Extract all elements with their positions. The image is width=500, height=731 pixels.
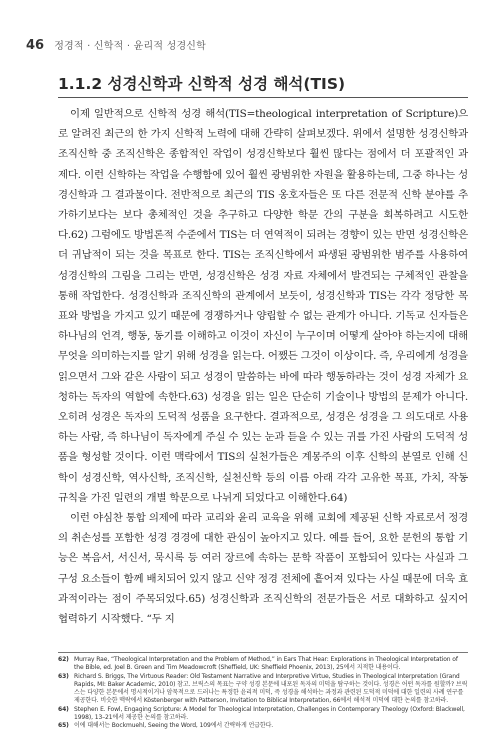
footnote <box>58 673 468 706</box>
footnote-text: Stephen E. Fowl, Engaging Scripture: A Model for Theological Interpretation, Challenges in Contemporary Theology (Oxford: Blackwell, 1998), 13–21에서 제공한 논의를 참고하라. <box>74 705 465 721</box>
section-heading: 1.1.2 성경신학과 신학적 성경 해석(TIS) <box>58 75 346 93</box>
footnote <box>58 722 468 730</box>
footnote-number: 62) <box>58 656 69 663</box>
footnote-divider <box>58 652 468 653</box>
paragraph: 이런 야심찬 통합 의제에 따라 교리와 윤리 교육을 위해 교회에 제공된 신학 자료로서 정경의 취손성를 포함한 성경 경경에 대한 관심이 높아지고 있다. 예를 들어, 요한 문헌의 통합 기능은 복음서, 서신서, 묵시록 등 여러 장르에 속하는 문학 작품이 포함되어 있다는 사실과 그 구성 요소들이 함께 배치되어 있지 않고 신약 정경 전체에 흩어져 있다는 사실 때문에 더욱 효과적이라는 점이 주목되었다.65) 성경신학과 조직신학의 전문가들은 서로 대화하고 싶지어 협력하기 시작했다. “두 지 <box>58 512 468 626</box>
footnote-number: 64) <box>58 705 69 713</box>
paragraph: 이제 일반적으로 신학적 성경 해석(TIS=theological interpretation of Scripture)으로 알려진 최근의 한 가지 신학적 노력에 대해 간략히 살펴보겠다. 위에서 설명한 성경신학과 조직신학 중 조직신학은 종합적인 작업이 성경신학보다 훨씬 많다는 점에서 더 포괄적인 과제다. 이런 신학하는 작업을 수행함에 있어 훨씬 광범위한 자원을 활용하는데, 그중 하나는 성경신학과 그 결과물이다. 전반적으로 최근의 TIS 옹호자들은 또 다른 전문적 신학 분야를 추가하기보다는 보다 총체적인 것을 추구하고 다양한 학문 간의 구분을 회복하려고 시도한다.62) 그럼에도 방법론적 수준에서 TIS는 더 연역적이 되려는 경향이 있는 반면 성경신학은 더 귀납적이 되는 것을 목표로 한다. TIS는 조직신학에서 파생된 광범위한 범주를 사용하여 성경신학의 그림을 그리는 반면, 성경신학은 성경 자료 자체에서 발견되는 구체적인 관찰을 통해 작업한다. 성경신학과 조직신학의 관계에서 보듯이, 성경신학과 TIS는 각각 정당한 목표와 방법을 가지고 있기 때문에 경쟁하거나 양립할 수 없는 관계가 아니다. 기독교 신자들은 하나님의 언격, 행동, 동기를 이해하고 이것이 자신이 누구이며 어떻게 살아야 하는지에 대해 무엇을 의미하는지를 알기 위해 성경을 읽는다. 어쨌든 그것이 이상이다. 즉, 우리에게 성경을 읽으면서 그와 같은 사람이 되고 성경이 말씀하는 바에 따라 행동하라는 것이 성경 자체가 요청하는 독자의 역할에 속한다.63) 성경을 읽는 일은 단순히 기술이나 방법의 문제가 아니다. 오히려 성경은 독자의 도덕적 성품을 요구한다. 결과적으로, 성경은 성경을 그 의도대로 사용하는 사람, 즉 하나님이 독자에게 주실 수 있는 눈과 듣을 수 있는 귀를 가진 사람의 도덕적 성품을 형성할 것이다. 이런 맥락에서 TIS의 실천가들은 계몽주의 이후 신학의 분열로 인해 신학이 성경신학, 역사신학, 조직신학, 실천신학 등의 이름 아래 각각 고유한 목표, 가치, 작동 규칙을 가진 일련의 개별 학문으로 나뉘게 되었다고 이해한다.64) <box>58 108 468 504</box>
footnote-number: 65) <box>58 722 69 730</box>
footnote-text: 이에 대해서는 Bockmuehl, Seeing the Word, 109에서 간략하게 언급한다. <box>74 722 274 730</box>
section-divider <box>58 97 468 98</box>
body-text <box>58 104 468 629</box>
footnote <box>58 706 468 723</box>
page-number: 46 <box>26 38 45 53</box>
footnote <box>58 656 468 673</box>
running-title: 정경적 · 신학적 · 윤리적 성경신학 <box>54 41 207 52</box>
footnote-text: Richard S. Briggs, The Virtuous Reader: Old Testament Narrative and Interpretive Virtue, Studies in Theological Interpretation (Grand Rapids, MI: Baker Academic, 2010) 참고. 브릭스의 목표는 구약 성경 본문에 내포된 독자의 미덕을 탐구하는 것이다. 성경은 어떤 독자를 원할까? 브릭스는 다양한 본문에서 명시적이거나 암묵적으로 드러나는 특정한 윤리적 미덕, 즉 성경을 해석하는 과정과 관련된 도덕적 미덕에 대한 일련의 사례 연구를 제공한다. 비슷한 맥락에서 Köstenberger with Patterson, Invitation to Biblical Interpretation, 66에서 해석적 미덕에 대한 논의를 참고하라. <box>74 672 468 705</box>
footnote-text: Murray Rae, “Theological Interpretation and the Problem of Method,” in Ears That Hear: Explorations in Theological Interpretation of the Bible, ed. Joel B. Green and Tim Meadowcroft (Sheffield, UK: Sheffield Phoenix, 2013), 25에서 지적한 내용이다. <box>74 656 458 672</box>
footnotes <box>58 656 468 731</box>
footnote-number: 63) <box>58 672 69 680</box>
running-header <box>26 34 206 53</box>
